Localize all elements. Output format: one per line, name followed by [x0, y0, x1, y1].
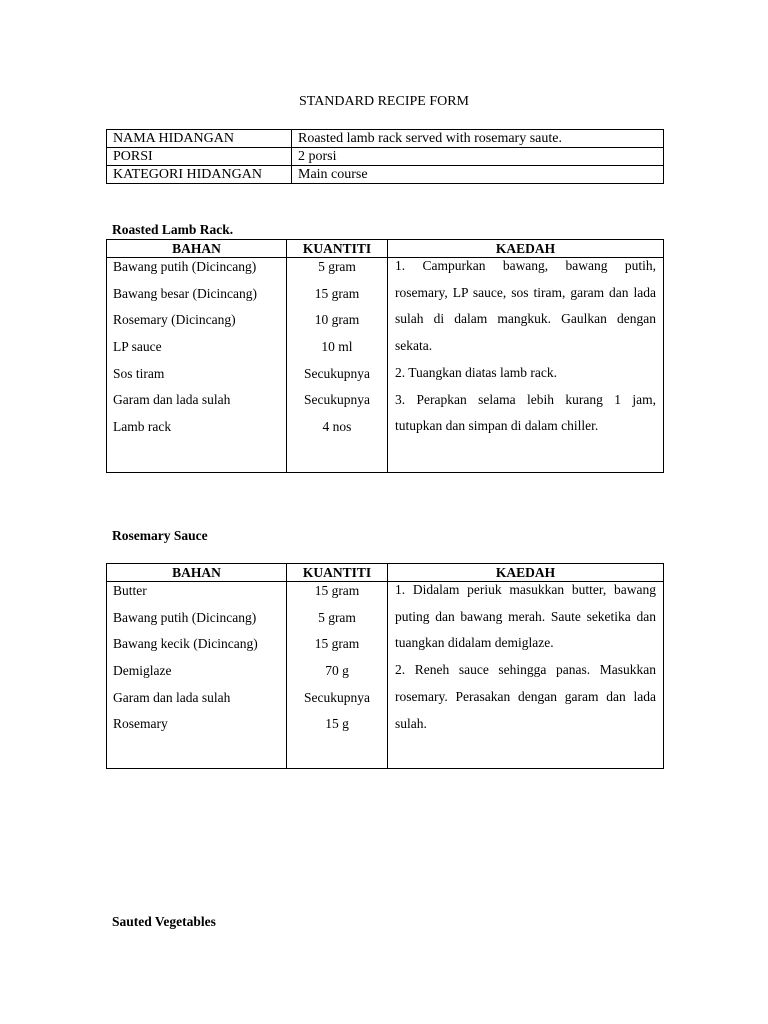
ingredient-quantity: 10 ml: [321, 339, 353, 355]
ingredient-name: Butter: [113, 583, 147, 598]
method-step: 1. Didalam periuk masukkan butter, bawang puting dan bawang merah. Saute seketika dan tuangkan didalam demiglaze.: [395, 582, 656, 651]
info-value: 2 porsi: [292, 148, 664, 166]
ingredient-quantity: 15 gram: [314, 285, 360, 301]
section-heading-sauce: Rosemary Sauce: [112, 528, 208, 543]
info-value: Main course: [292, 166, 664, 184]
ingredient-name: Sos tiram: [113, 365, 165, 381]
header-kuantiti: KUANTITI: [287, 240, 388, 258]
ingredient-name: Rosemary (Dicincang): [113, 312, 236, 328]
ingredient-quantity: 5 gram: [318, 259, 356, 274]
ingredient-quantity: Secukupnya: [304, 689, 370, 705]
ingredient-name: Rosemary: [113, 716, 168, 732]
header-kuantiti: KUANTITI: [287, 564, 388, 582]
info-label: NAMA HIDANGAN: [107, 130, 292, 148]
info-label: PORSI: [107, 148, 292, 166]
ingredient-name: Bawang besar (Dicincang): [113, 285, 257, 301]
info-value: Roasted lamb rack served with rosemary saute.: [292, 130, 664, 148]
ingredient-quantity: 15 gram: [314, 583, 360, 598]
ingredient-cell: [107, 258, 287, 473]
header-kaedah: KAEDAH: [388, 564, 664, 582]
quantity-cell: [287, 258, 388, 473]
method-step: 2. Reneh sauce sehingga panas. Masukkan rosemary. Perasakan dengan garam dan lada sulah.: [395, 662, 656, 731]
method-cell: [388, 258, 664, 473]
info-label: KATEGORI HIDANGAN: [107, 166, 292, 184]
ingredient-name: LP sauce: [113, 339, 162, 355]
ingredient-quantity: 70 g: [325, 663, 349, 679]
table-row: [107, 258, 664, 473]
method-cell: [388, 582, 664, 769]
table-row: [107, 148, 664, 166]
ingredient-name: Bawang putih (Dicincang): [113, 259, 257, 274]
method-step: 1. Campurkan bawang, bawang putih, rosemary, LP sauce, sos tiram, garam dan lada sulah di dalam mangkuk. Gaulkan dengan sekata.: [395, 258, 656, 354]
ingredient-quantity: 10 gram: [314, 312, 360, 328]
table-row: [107, 166, 664, 184]
sauce-recipe-table: [106, 563, 664, 769]
header-bahan: BAHAN: [107, 564, 287, 582]
ingredient-quantity: 15 gram: [314, 636, 360, 652]
dish-info-table: [106, 129, 664, 184]
section-heading-vegetables: Sauted Vegetables: [112, 914, 216, 929]
ingredient-name: Garam dan lada sulah: [113, 392, 231, 408]
ingredient-name: Demiglaze: [113, 663, 172, 679]
quantity-cell: [287, 582, 388, 769]
header-kaedah: KAEDAH: [388, 240, 664, 258]
page-title: STANDARD RECIPE FORM: [298, 94, 470, 109]
lamb-recipe-table: [106, 239, 664, 473]
ingredient-quantity: 15 g: [325, 716, 349, 732]
ingredient-quantity: 5 gram: [318, 609, 356, 625]
ingredient-cell: [107, 582, 287, 769]
method-step: 3. Perapkan selama lebih kurang 1 jam, tutupkan dan simpan di dalam chiller.: [395, 391, 656, 434]
table-row: [107, 582, 664, 769]
method-step: 2. Tuangkan diatas lamb rack.: [395, 364, 557, 380]
ingredient-quantity: Secukupnya: [304, 365, 370, 381]
ingredient-quantity: Secukupnya: [304, 392, 370, 408]
ingredient-name: Bawang putih (Dicincang): [113, 609, 257, 625]
header-bahan: BAHAN: [107, 240, 287, 258]
table-row: [107, 130, 664, 148]
ingredient-name: Garam dan lada sulah: [113, 689, 231, 705]
ingredient-quantity: 4 nos: [322, 419, 352, 435]
ingredient-name: Lamb rack: [113, 419, 172, 435]
section-heading-lamb: Roasted Lamb Rack.: [112, 222, 234, 237]
ingredient-name: Bawang kecik (Dicincang): [113, 636, 258, 652]
